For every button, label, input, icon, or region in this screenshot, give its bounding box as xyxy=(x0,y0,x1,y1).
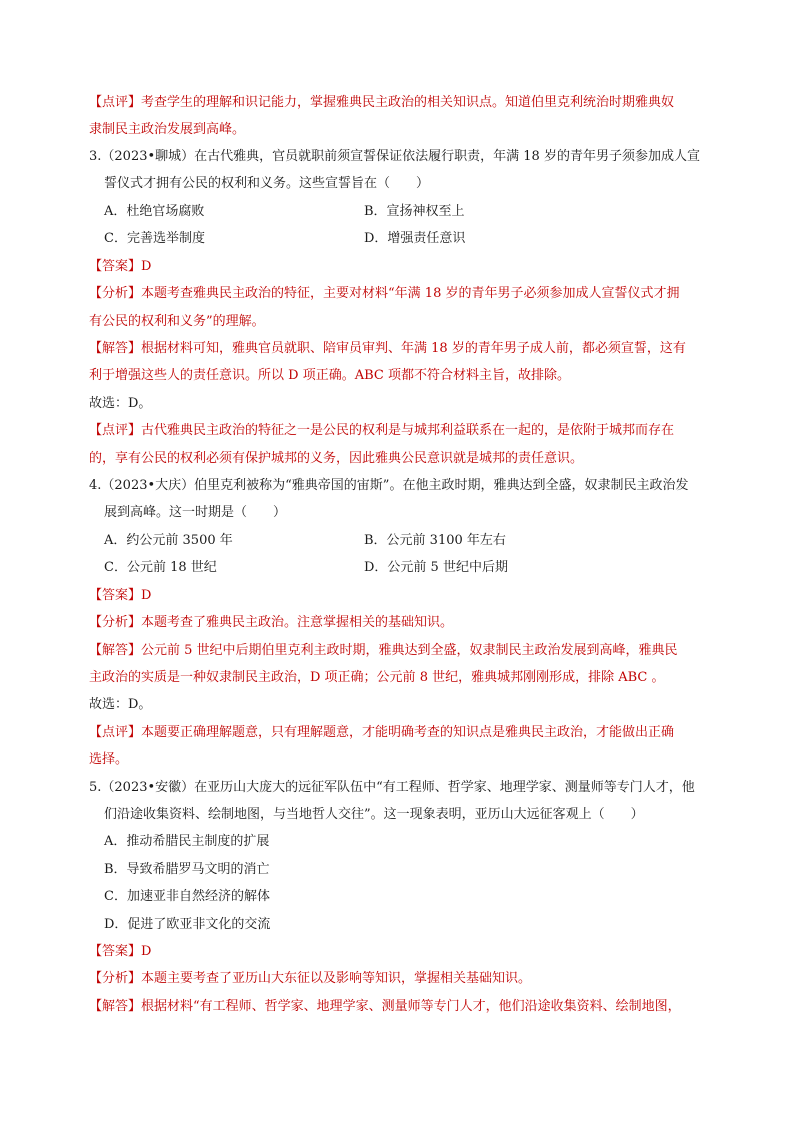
q4-stem-line1: 4.（2023•大庆）伯里克利被称为“雅典帝国的宙斯”。在他主政时期，雅典达到全盛，奴隶制民主政治发 xyxy=(89,478,689,493)
q4-choose: 故选：D。 xyxy=(89,697,152,712)
q3-comment-line1: 【点评】古代雅典民主政治的特征之一是公民的权利是与城邦利益联系在一起的，是依附于城邦而存在 xyxy=(89,423,675,438)
q4-solution-line1: 【解答】公元前 5 世纪中后期伯里克利主政时期，雅典达到全盛，奴隶制民主政治发展到高峰，雅典民 xyxy=(89,643,678,658)
comment-tag: 【点评】 xyxy=(89,95,142,110)
q4-option-d: D．公元前 5 世纪中后期 xyxy=(364,560,508,575)
q5-option-d: D．促进了欧亚非文化的交流 xyxy=(104,917,271,932)
q3-stem-line1: 3.（2023•聊城）在古代雅典，官员就职前须宣誓保证依法履行职责，年满 18 岁的青年男子须参加成人宣 xyxy=(89,149,700,164)
q4-comment-line1: 【点评】本题要正确理解题意，只有理解题意，才能明确考查的知识点是雅典民主政治，才能做出正确 xyxy=(89,725,675,740)
q5-option-a: A．推动希腊民主制度的扩展 xyxy=(104,834,270,849)
q4-comment-line2: 选择。 xyxy=(89,752,129,767)
q4-option-c: C．公元前 18 世纪 xyxy=(104,560,217,575)
q5-option-b: B．导致希腊罗马文明的消亡 xyxy=(104,862,270,877)
q5-option-c: C．加速亚非自然经济的解体 xyxy=(104,889,270,904)
q5-answer: 【答案】D xyxy=(89,944,152,959)
q3-answer: 【答案】D xyxy=(89,259,152,274)
q3-option-d: D．增强责任意识 xyxy=(364,231,466,246)
q3-option-b: B．宣扬神权至上 xyxy=(364,204,465,219)
q3-comment-line2: 的，享有公民的权利必须有保护城邦的义务，因此雅典公民意识就是城邦的责任意识。 xyxy=(89,451,584,466)
q3-option-c: C．完善选举制度 xyxy=(104,231,205,246)
q4-analysis-line1: 【分析】本题考查了雅典民主政治。注意掌握相关的基础知识。 xyxy=(89,615,454,630)
q3-stem-line2: 誓仪式才拥有公民的权利和义务。这些宣誓旨在（ ） xyxy=(104,176,430,191)
q4-option-b: B．公元前 3100 年左右 xyxy=(364,533,506,548)
q3-option-a: A．杜绝官场腐败 xyxy=(104,204,205,219)
q2-comment-line1: 【点评】考查学生的理解和识记能力，掌握雅典民主政治的相关知识点。知道伯里克利统治时期雅典奴 xyxy=(89,95,675,110)
q3-solution-line2: 利于增强这些人的责任意识。所以 D 项正确。ABC 项都不符合材料主旨，故排除。 xyxy=(89,368,570,383)
q5-analysis-line1: 【分析】本题主要考查了亚历山大东征以及影响等知识，掌握相关基础知识。 xyxy=(89,971,532,986)
q4-stem-line2: 展到高峰。这一时期是（ ） xyxy=(104,505,287,520)
q5-solution-line1: 【解答】根据材料“有工程师、哲学家、地理学家、测量师等专门人才，他们沿途收集资料、绘制地图， xyxy=(89,999,681,1014)
q3-solution-line1: 【解答】根据材料可知，雅典官员就职、陪审员审判、年满 18 岁的青年男子成人前，都必须宣誓，这有 xyxy=(89,341,686,356)
q3-analysis-line1: 【分析】本题考查雅典民主政治的特征，主要对材料“年满 18 岁的青年男子必须参加成人宣誓仪式才拥 xyxy=(89,286,680,301)
q5-stem-line1: 5.（2023•安徽）在亚历山大庞大的远征军队伍中“有工程师、哲学家、地理学家、测量师等专门人才，他 xyxy=(89,780,695,795)
q4-answer: 【答案】D xyxy=(89,588,152,603)
q4-option-a: A．约公元前 3500 年 xyxy=(104,533,233,548)
q3-choose: 故选：D。 xyxy=(89,396,152,411)
q2-comment-line2: 隶制民主政治发展到高峰。 xyxy=(89,122,246,137)
q3-analysis-line2: 有公民的权利和义务”的理解。 xyxy=(89,314,265,329)
q5-stem-line2: 们沿途收集资料、绘制地图，与当地哲人交往”。这一现象表明，亚历山大远征客观上（ ） xyxy=(104,807,644,822)
q4-solution-line2: 主政治的实质是一种奴隶制民主政治，D 项正确；公元前 8 世纪，雅典城邦刚刚形成，排除 ABC 。 xyxy=(89,670,665,685)
